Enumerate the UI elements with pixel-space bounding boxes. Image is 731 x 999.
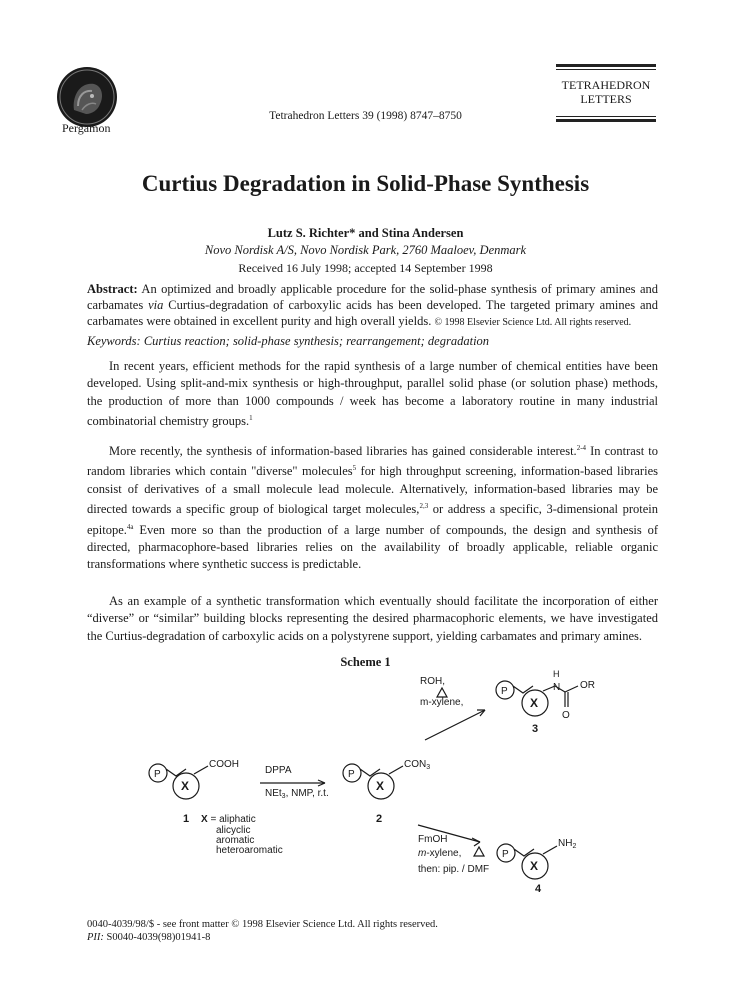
acyl-azide-label: $CON_3$	[404, 759, 431, 771]
x-definition: alicyclic	[216, 825, 251, 836]
footer	[87, 918, 438, 944]
ring-label: X	[530, 696, 539, 710]
pii-label: PII:	[87, 932, 104, 943]
journal-name-line: LETTERS	[580, 92, 632, 106]
journal-reference: Tetrahedron Letters 39 (1998) 8747–8750	[269, 110, 462, 122]
citation: 2,3	[419, 502, 429, 511]
compound-number: 2	[376, 813, 383, 825]
affiliation: Novo Nordisk A/S, Novo Nordisk Park, 2760 Maaloev, Denmark	[204, 243, 527, 257]
citation: 4a	[126, 522, 134, 531]
reagent-label: FmOH	[418, 834, 448, 845]
reagent-label: DPPA	[265, 765, 292, 776]
reagent-label: NEt$_3$, NMP, r.t.	[265, 788, 329, 800]
paragraph-2	[87, 440, 658, 574]
citation: 5	[352, 464, 357, 473]
copyright-line: 0040-4039/98/$ - see front matter © 1998 Elsevier Science Ltd. All rights reserved.	[87, 919, 438, 930]
citation: 2-4	[576, 444, 587, 452]
nitrogen-label: N	[553, 682, 561, 693]
or-label: OR	[580, 680, 595, 691]
x-definition: X = aliphatic	[201, 814, 256, 825]
authors: Lutz S. Richter* and Stina Andersen	[267, 226, 464, 240]
ring-label: X	[376, 779, 385, 793]
x-definition: aromatic	[216, 835, 255, 846]
arrowhead	[472, 838, 480, 846]
reaction-arrow-up	[425, 710, 485, 740]
bond	[194, 766, 208, 774]
compound-number: 3	[532, 723, 539, 735]
heat-symbol	[474, 847, 484, 856]
paragraph-text: Even more so than the production of a large number of compounds, the design and synthesis of directed, pharmacophore-based libraries relies on the availability of broadly applicable, reliable organic transformations where synthetic success is predictable.	[87, 522, 658, 572]
carbonyl-bond	[565, 692, 568, 707]
received-dates: Received 16 July 1998; accepted 14 September 1998	[238, 261, 493, 275]
compound-number: 1	[183, 813, 190, 825]
pii-value: S0040-4039(98)01941-8	[103, 932, 211, 943]
resin-label: P	[501, 686, 508, 697]
x-definition: heteroaromatic	[216, 845, 283, 856]
abstract	[87, 281, 658, 331]
ring-label: X	[181, 779, 190, 793]
reagent-label: m-xylene,	[420, 697, 464, 708]
paragraph-3: As an example of a synthetic transformation which eventually should facilitate the incorporation of either “diverse” or “similar” building blocks representing the desired pharmacophoric elements, we have investigated the Curtius-degradation of carboxylic acids on a polystyrene support, yielding carbamates and primary amines.	[87, 594, 658, 643]
ring-label: X	[530, 859, 539, 873]
bond	[389, 766, 403, 774]
linker-bond	[166, 769, 186, 776]
reagent-label: then: pip. / DMF	[418, 864, 490, 875]
journal-masthead	[556, 64, 656, 124]
abstract-text: Curtius-degradation of carboxylic acids has been developed. The targeted primary amines and carbamates were obtained in excellent purity and high overall yields.	[87, 298, 658, 328]
bond	[543, 846, 557, 854]
masthead-rule	[556, 116, 656, 117]
reagent-label: m-xylene,	[418, 848, 462, 859]
abstract-via: via	[148, 298, 164, 312]
paragraph-text: In contrast to random libraries which contain "diverse" molecules	[87, 444, 658, 479]
reaction-scheme	[0, 670, 731, 895]
resin-label: P	[348, 769, 355, 780]
paragraph-1	[87, 358, 658, 430]
abstract-text: An optimized and broadly applicable procedure for the solid-phase synthesis of primary amines and carbamates	[87, 282, 658, 312]
resin-label: P	[502, 849, 509, 860]
hydrogen-label: H	[553, 670, 560, 679]
carbamate-bond	[543, 686, 578, 692]
masthead-rule	[556, 69, 656, 70]
heat-symbol	[437, 688, 447, 697]
abstract-copyright: © 1998 Elsevier Science Ltd. All rights reserved.	[434, 317, 632, 328]
abstract-label: Abstract:	[87, 282, 138, 296]
scheme-title: Scheme 1	[340, 655, 391, 669]
paragraph-text: or address a specific, 3-dimensional protein epitope.	[87, 502, 658, 537]
journal-name-line: TETRAHEDRON	[561, 78, 651, 92]
masthead-rule	[556, 64, 656, 67]
pii-line	[87, 931, 438, 944]
resin-label: P	[154, 769, 161, 780]
oxygen-label: O	[562, 710, 570, 721]
linker-bond	[360, 769, 380, 776]
paragraph-text: for high throughput screening, information-based libraries consist of derivatives of a small molecule lead molecule. Alternatively, information-based libraries may be directed towards a specific group of biological target molecules,	[87, 464, 658, 517]
journal-name	[556, 72, 656, 116]
publisher-name: Pergamon	[62, 121, 111, 135]
linker-bond	[514, 849, 534, 856]
paragraph-text: More recently, the synthesis of information-based libraries has gained considerable interest.	[109, 444, 577, 459]
keywords: Keywords: Curtius reaction; solid-phase synthesis; rearrangement; degradation	[87, 334, 490, 348]
reagent-label: ROH,	[420, 676, 445, 687]
compound-number: 4	[535, 883, 542, 895]
linker-bond	[513, 686, 533, 693]
cooh-label: COOH	[209, 759, 239, 770]
paragraph-text: In recent years, efficient methods for the rapid synthesis of a large number of chemical entities have been developed. Using split-and-mix synthesis or high-throughput, parallel solid phase (or solution phase) methods, the production of more than 1000 compounds / week has become a laboratory routine in many industrial combinatorial chemistry groups.	[87, 359, 658, 429]
amine-label: $NH_2$	[558, 838, 577, 850]
article-title: Curtius Degradation in Solid-Phase Synthesis	[141, 171, 590, 196]
citation: 1	[249, 413, 253, 422]
masthead-rule	[556, 119, 656, 122]
